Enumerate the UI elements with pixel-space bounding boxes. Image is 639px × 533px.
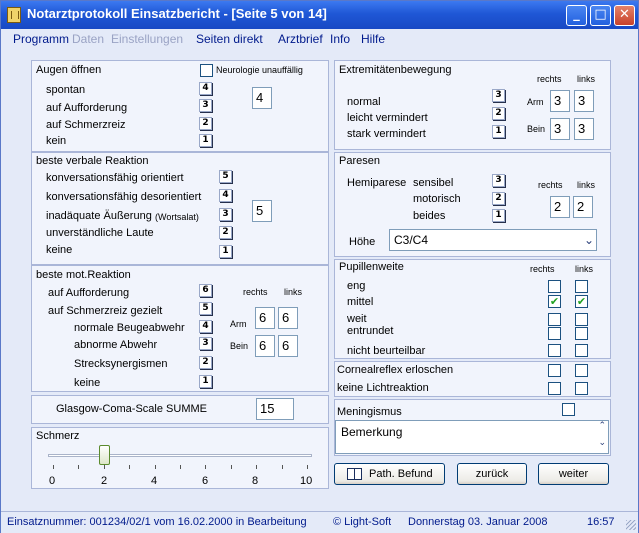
- eyes-value-field[interactable]: 4: [252, 87, 272, 109]
- reflex-row-label: keine Lichtreaktion: [337, 382, 429, 394]
- verbal-score-2-button[interactable]: 2: [219, 226, 232, 239]
- eyes-option-label: auf Schmerzreiz: [46, 119, 126, 131]
- status-mission: Einsatznummer: 001234/02/1 vom 16.02.2000 in Bearbeitung: [7, 516, 307, 528]
- pain-tick: [104, 465, 105, 469]
- menu-bar: [1, 29, 638, 49]
- verbal-value-field[interactable]: 5: [252, 200, 272, 222]
- pain-tick: [78, 465, 79, 469]
- paresis-left-label: links: [577, 180, 596, 190]
- motor-arm-left-field[interactable]: 6: [278, 307, 298, 329]
- paresis-option-label: beides: [413, 210, 446, 222]
- reflex-row-label: Cornealreflex erloschen: [337, 364, 454, 376]
- verbal-score-1-button[interactable]: 1: [219, 245, 232, 258]
- gcs-panel: [31, 395, 329, 424]
- pain-tick-label: 0: [49, 475, 56, 487]
- extremities-arm-left-field[interactable]: 3: [574, 90, 594, 112]
- verbal-panel: [31, 152, 329, 265]
- pain-tick-label: 6: [202, 475, 209, 487]
- paresis-score-1-button[interactable]: 1: [492, 209, 505, 222]
- extremities-leg-right-field[interactable]: 3: [550, 118, 570, 140]
- pain-panel: [31, 427, 329, 489]
- extremities-option-label: leicht vermindert: [347, 112, 428, 124]
- status-date: Donnerstag 03. Januar 2008: [408, 516, 548, 528]
- meningism-label: Meningismus: [337, 406, 402, 418]
- pupil-weit-left-checkbox[interactable]: [575, 313, 588, 326]
- extremities-option-label: stark vermindert: [347, 128, 426, 140]
- verbal-option-label: konversationsfähig orientiert: [46, 172, 184, 184]
- close-button[interactable]: ✕: [614, 5, 635, 26]
- menu-daten[interactable]: Daten: [72, 32, 105, 46]
- menu-arztbrief[interactable]: Arztbrief: [278, 32, 323, 46]
- pain-title: Schmerz: [36, 430, 80, 442]
- motor-leg-right-field[interactable]: 6: [255, 335, 275, 357]
- path-befund-label: Path. Befund: [369, 468, 433, 480]
- pupils-panel: [334, 259, 611, 359]
- eyes-score-2-button[interactable]: 2: [199, 117, 212, 130]
- pupil-row-label: entrundet: [347, 325, 394, 337]
- height-label: Höhe: [349, 236, 376, 248]
- motor-option-label: auf Aufforderung: [48, 287, 130, 299]
- motor-right-label: rechts: [243, 287, 268, 297]
- motor-score-3-button[interactable]: 3: [199, 337, 212, 350]
- extremities-score-3-button[interactable]: 3: [492, 89, 505, 102]
- menu-einstellungen[interactable]: Einstellungen: [111, 32, 184, 46]
- eyes-option-label: spontan: [46, 84, 86, 96]
- pain-tick-label: 2: [101, 475, 108, 487]
- motor-score-6-button[interactable]: 6: [199, 284, 212, 297]
- pupil-row-label: weit: [347, 313, 367, 325]
- extremities-left-label: links: [577, 74, 596, 84]
- verbal-option-label: inadäquate Äußerung: [46, 210, 152, 222]
- pain-tick: [205, 465, 206, 469]
- motor-score-4-button[interactable]: 4: [199, 320, 212, 333]
- pain-tick: [307, 465, 308, 469]
- pain-tick-label: 10: [300, 475, 313, 487]
- motor-option-label: Strecksynergismen: [74, 358, 168, 370]
- verbal-score-4-button[interactable]: 4: [219, 189, 232, 202]
- window-title: Notarztprotokoll Einsatzbericht - [Seite 5 von 14]: [27, 6, 327, 21]
- verbal-title: beste verbale Reaktion: [36, 155, 149, 167]
- verbal-option-label: unverständliche Laute: [46, 227, 154, 239]
- pupil-entrundet-right-checkbox[interactable]: [548, 327, 561, 340]
- pupil-row-label: mittel: [347, 296, 374, 308]
- verbal-score-3-button[interactable]: 3: [219, 208, 232, 221]
- back-button[interactable]: zurück: [457, 463, 527, 485]
- verbal-option-note: (Wortsalat): [155, 212, 199, 222]
- motor-option-label: abnorme Abwehr: [74, 339, 158, 351]
- paresis-left-field[interactable]: 2: [573, 196, 593, 218]
- motor-option-label: keine: [74, 377, 101, 389]
- status-copyright: © Light-Soft: [333, 516, 392, 528]
- pain-tick: [180, 465, 181, 469]
- pain-slider-thumb[interactable]: [99, 445, 110, 465]
- pupil-nicht-beurteilbar-right-checkbox[interactable]: [548, 344, 561, 357]
- extremities-arm-right-field[interactable]: 3: [550, 90, 570, 112]
- meningism-checkbox[interactable]: [562, 403, 575, 416]
- scroll-down-icon[interactable]: ⌄: [598, 438, 606, 448]
- paresis-option-label: sensibel: [413, 177, 454, 189]
- eyes-title: Augen öffnen: [36, 64, 102, 76]
- motor-option-label: auf Schmerzreiz gezielt: [48, 305, 163, 317]
- pupil-nicht-beurteilbar-left-checkbox[interactable]: [575, 344, 588, 357]
- motor-title: beste mot.Reaktion: [36, 269, 131, 281]
- extremities-title: Extremitätenbewegung: [339, 64, 452, 76]
- resize-grip-icon[interactable]: [626, 520, 636, 530]
- motor-option-label: normale Beugeabwehr: [74, 322, 185, 334]
- verbal-option-label: keine: [46, 244, 73, 256]
- book-icon: [347, 468, 362, 480]
- gcs-sum-field[interactable]: 15: [256, 398, 294, 420]
- pain-tick: [282, 465, 283, 469]
- extremities-score-2-button[interactable]: 2: [492, 107, 505, 120]
- eyes-score-1-button[interactable]: 1: [199, 134, 212, 147]
- pupils-title: Pupillenweite: [339, 261, 404, 273]
- motor-leg-label: Bein: [230, 341, 249, 351]
- hemiparesis-label: Hemiparese: [347, 177, 407, 189]
- chevron-down-icon[interactable]: ⌄: [583, 233, 594, 247]
- pupil-eng-left-checkbox[interactable]: [575, 280, 588, 293]
- neuro-normal-label: Neurologie unauffällig: [216, 65, 303, 75]
- remark-textarea[interactable]: [335, 420, 609, 454]
- motor-panel: [31, 265, 329, 392]
- pupil-row-label: nicht beurteilbar: [347, 345, 426, 357]
- pain-tick-label: 8: [252, 475, 259, 487]
- pain-tick-label: 4: [151, 475, 158, 487]
- extremities-leg-left-field[interactable]: 3: [574, 118, 594, 140]
- neuro-normal-checkbox[interactable]: [200, 64, 213, 77]
- pupils-left-label: links: [575, 264, 594, 274]
- paresis-score-2-button[interactable]: 2: [492, 192, 505, 205]
- extremities-leg-label: Bein: [527, 124, 546, 134]
- menu-programm[interactable]: Programm: [13, 32, 70, 46]
- maximize-button[interactable]: □: [590, 5, 611, 26]
- scroll-up-icon[interactable]: ⌃: [598, 421, 606, 431]
- paresis-right-label: rechts: [538, 180, 563, 190]
- paresis-panel: [334, 152, 611, 257]
- gcs-label: Glasgow-Coma-Scale SUMME: [56, 403, 207, 415]
- minimize-button[interactable]: _: [566, 5, 587, 26]
- verbal-option-label: konversationsfähig desorientiert: [46, 191, 202, 203]
- remark-text: Bemerkung: [341, 425, 403, 439]
- pupils-right-label: rechts: [530, 264, 555, 274]
- pupil-mittel-right-checkbox[interactable]: ✔: [549, 295, 560, 308]
- menu-info[interactable]: Info: [330, 32, 351, 46]
- cornealreflex-left-checkbox[interactable]: [575, 364, 588, 377]
- height-select[interactable]: [389, 229, 597, 251]
- lichtreaktion-right-checkbox[interactable]: [548, 382, 561, 395]
- extremities-right-label: rechts: [537, 74, 562, 84]
- eyes-panel: [31, 60, 329, 152]
- paresis-option-label: motorisch: [413, 193, 461, 205]
- pain-tick: [256, 465, 257, 469]
- status-bar: [1, 511, 638, 533]
- pain-tick: [129, 465, 130, 469]
- verbal-score-5-button[interactable]: 5: [219, 170, 232, 183]
- height-select-value: C3/C4: [394, 233, 429, 247]
- pain-tick: [155, 465, 156, 469]
- title-bar: [1, 1, 638, 29]
- extremities-option-label: normal: [347, 96, 381, 108]
- eyes-score-4-button[interactable]: 4: [199, 82, 212, 95]
- eyes-score-3-button[interactable]: 3: [199, 99, 212, 112]
- pain-slider-track[interactable]: [48, 454, 312, 457]
- cornealreflex-right-checkbox[interactable]: [548, 364, 561, 377]
- motor-arm-label: Arm: [230, 319, 247, 329]
- menu-hilfe[interactable]: Hilfe: [361, 32, 386, 46]
- pain-tick: [231, 465, 232, 469]
- pain-tick: [53, 465, 54, 469]
- path-befund-button[interactable]: [334, 463, 445, 485]
- paresis-right-field[interactable]: 2: [550, 196, 570, 218]
- pupil-weit-right-checkbox[interactable]: [548, 313, 561, 326]
- menu-seiten-direkt[interactable]: Seiten direkt: [196, 32, 263, 46]
- motor-leg-left-field[interactable]: 6: [278, 335, 298, 357]
- paresis-title: Paresen: [339, 155, 380, 167]
- reflex-panel: [334, 361, 611, 397]
- paresis-score-3-button[interactable]: 3: [492, 174, 505, 187]
- motor-score-1-button[interactable]: 1: [199, 375, 212, 388]
- motor-left-label: links: [284, 287, 303, 297]
- pupil-mittel-left-checkbox[interactable]: ✔: [576, 295, 587, 308]
- eyes-option-label: kein: [46, 135, 67, 147]
- motor-score-5-button[interactable]: 5: [199, 302, 212, 315]
- status-time: 16:57: [587, 516, 615, 528]
- motor-score-2-button[interactable]: 2: [199, 356, 212, 369]
- meningism-panel: [334, 399, 611, 456]
- pupil-row-label: eng: [347, 280, 366, 292]
- extremities-score-1-button[interactable]: 1: [492, 125, 505, 138]
- eyes-option-label: auf Aufforderung: [46, 102, 128, 114]
- pupil-eng-right-checkbox[interactable]: [548, 280, 561, 293]
- pupil-entrundet-left-checkbox[interactable]: [575, 327, 588, 340]
- extremities-arm-label: Arm: [527, 97, 544, 107]
- motor-arm-right-field[interactable]: 6: [255, 307, 275, 329]
- next-button[interactable]: weiter: [538, 463, 609, 485]
- app-icon: [7, 7, 21, 23]
- lichtreaktion-left-checkbox[interactable]: [575, 382, 588, 395]
- extremities-panel: [334, 60, 611, 150]
